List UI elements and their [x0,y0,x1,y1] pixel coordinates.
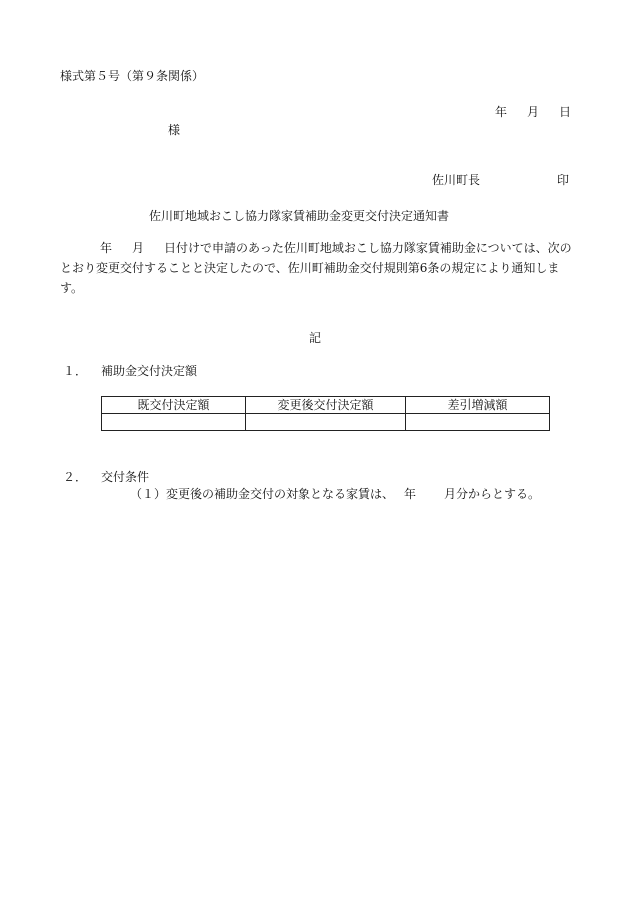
date-month-label: 月 [527,105,540,119]
condition-prefix: （１）変更後の補助金交付の対象となる家賃は、 [130,487,395,501]
table-row [102,414,550,431]
section1-title: 補助金交付決定額 [101,364,198,378]
body-month-label: 月 [132,241,145,255]
condition-suffix: 月分からとする。 [444,487,541,501]
body-paragraph [60,238,580,298]
date-year-label: 年 [495,105,508,119]
condition-line [130,486,540,502]
table-cell [102,414,246,431]
section2-number: ２． [63,470,88,484]
table-cell [246,414,406,431]
section2-title: 交付条件 [101,470,150,484]
date-day-label: 日 [559,105,572,119]
table-header-row [102,397,550,414]
section1-number: １． [63,364,88,378]
amount-table [101,396,550,431]
table-header-cell: 変更後交付決定額 [246,397,406,414]
form-label: 様式第５号（第９条関係） [60,69,205,83]
condition-year-label: 年 [404,487,417,501]
body-year-label: 年 [100,241,113,255]
table-header-cell: 差引増減額 [406,397,550,414]
table-header-cell: 既交付決定額 [102,397,246,414]
table-cell [406,414,550,431]
document-title: 佐川町地域おこし協力隊家賃補助金変更交付決定通知書 [149,209,450,223]
sender-name: 佐川町長 [432,173,481,187]
addressee-suffix: 様 [168,123,181,137]
seal-mark: 印 [557,173,570,187]
body-text: 日付けで申請のあった佐川町地域おこし協力隊家賃補助金については、次のとおり変更交付することと決定したので、佐川町補助金交付規則第6条の規定により通知します。 [60,241,572,295]
ki-heading: 記 [309,331,322,345]
